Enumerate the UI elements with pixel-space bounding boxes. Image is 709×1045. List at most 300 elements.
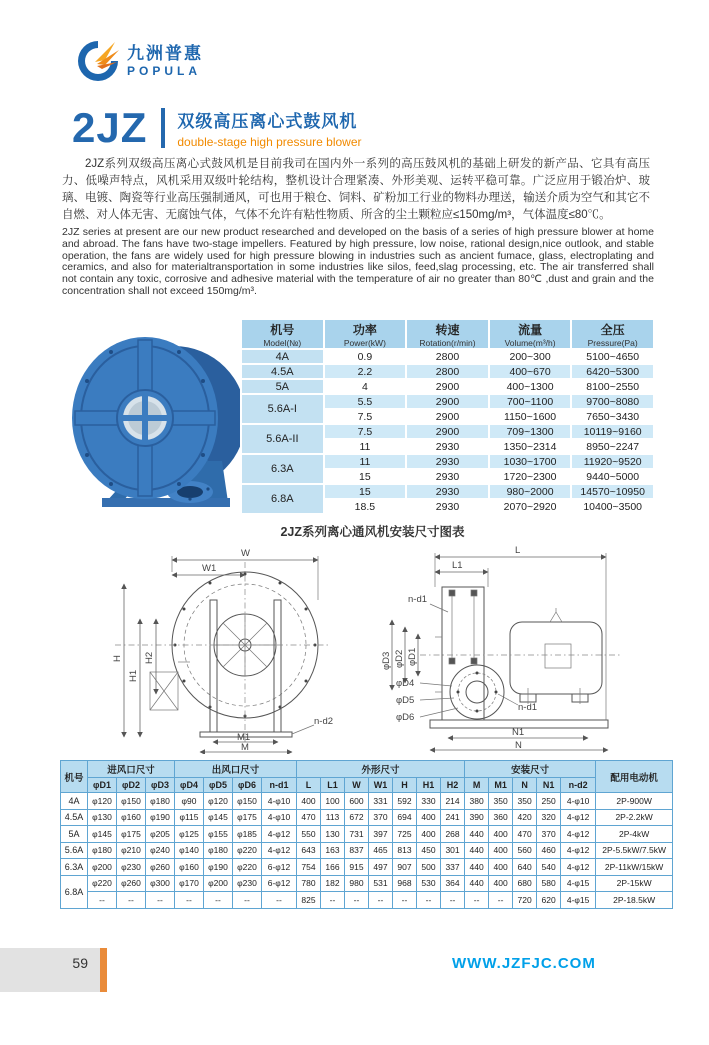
spec-value-cell: 2930: [406, 469, 489, 484]
logo-name-cn: 九洲普惠: [127, 44, 203, 63]
intro-paragraph-en: 2JZ series at present are our new product researched and developed on the basis of a series of high pressure blower at home and abroad. The fans have two-stage impellers. Featured by high pressure, low noise, rational design,nice outlook, and stable operation, the fans are widely used for high pressure blowing in industries such as ancient fumace, glass, electroplating and ceramics, and also for materialtransportation in some industries like silos, feed,slag processing, etc. The air transferred shall not contain any toxic, corrosive and adhesive material with the temperature of air no greater than 80℃ ,dust and grain and the concentration shall not exceed 150mg/m³.: [62, 226, 654, 297]
spec-value-cell: 7650~3430: [571, 409, 654, 424]
dim-value-cell: 4-φ12: [262, 842, 297, 859]
spec-value-cell: 2930: [406, 484, 489, 499]
dim-value-cell: 813: [393, 842, 417, 859]
spec-value-cell: 6420~5300: [571, 364, 654, 379]
dim-value-cell: 4-φ15: [561, 892, 596, 909]
dim-sub-header: W1: [369, 778, 393, 793]
dim-sub-header: N1: [537, 778, 561, 793]
dim-value-cell: 241: [441, 809, 465, 826]
spec-value-cell: 8950~2247: [571, 439, 654, 454]
spec-model-cell: 6.3A: [241, 454, 324, 484]
spec-value-cell: 1150~1600: [489, 409, 572, 424]
spec-value-cell: 10400~3500: [571, 499, 654, 514]
dim-label-w: W: [241, 548, 250, 559]
dim-value-cell: 825: [297, 892, 321, 909]
dim-value-cell: 331: [369, 793, 393, 810]
diagram-caption: 2JZ系列离心通风机安装尺寸图表: [280, 525, 465, 539]
dim-value-cell: φ115: [175, 809, 204, 826]
dim-value-cell: φ170: [175, 875, 204, 892]
spec-value-cell: 1720~2300: [489, 469, 572, 484]
spec-value-cell: 9700~8080: [571, 394, 654, 409]
spec-column-header: [571, 319, 654, 349]
blower-product-image: [52, 326, 244, 522]
dim-motor-cell: 2P-15kW: [596, 875, 673, 892]
dim-value-cell: φ180: [88, 842, 117, 859]
spec-model-cell: 6.8A: [241, 484, 324, 514]
dim-group-header: 出风口尺寸: [175, 761, 297, 778]
dim-sub-header: H2: [441, 778, 465, 793]
dim-value-cell: 163: [321, 842, 345, 859]
dim-value-cell: 440: [465, 842, 489, 859]
dim-value-cell: 400: [489, 875, 513, 892]
dim-value-cell: φ120: [204, 793, 233, 810]
dim-value-cell: 400: [297, 793, 321, 810]
dim-group-header: 安装尺寸: [465, 761, 596, 778]
dim-table-row: [61, 809, 673, 826]
dim-value-cell: 364: [441, 875, 465, 892]
spec-table-row: [241, 484, 654, 499]
dim-value-cell: 470: [513, 826, 537, 843]
dim-value-cell: φ130: [88, 809, 117, 826]
dim-value-cell: 470: [297, 809, 321, 826]
dim-sub-header: L: [297, 778, 321, 793]
dim-value-cell: 4-φ12: [561, 809, 596, 826]
dim-value-cell: 4-φ12: [561, 859, 596, 876]
dim-value-cell: φ90: [175, 793, 204, 810]
dim-value-cell: 4-φ10: [561, 793, 596, 810]
dim-value-cell: 540: [537, 859, 561, 876]
dim-value-cell: φ210: [117, 842, 146, 859]
dim-value-cell: --: [441, 892, 465, 909]
dim-value-cell: 350: [489, 793, 513, 810]
dim-value-cell: 497: [369, 859, 393, 876]
dim-value-cell: φ150: [233, 793, 262, 810]
dim-value-cell: 182: [321, 875, 345, 892]
dim-value-cell: φ300: [146, 875, 175, 892]
dim-value-cell: φ220: [88, 875, 117, 892]
dim-model-cell: 4.5A: [61, 809, 88, 826]
dim-value-cell: 620: [537, 892, 561, 909]
dim-value-cell: 600: [345, 793, 369, 810]
spec-value-cell: 400~670: [489, 364, 572, 379]
spec-value-cell: 2930: [406, 454, 489, 469]
dim-value-cell: φ205: [146, 826, 175, 843]
dim-table-body: [61, 793, 673, 909]
dim-value-cell: 400: [489, 842, 513, 859]
spec-value-cell: 2930: [406, 439, 489, 454]
dim-value-cell: 460: [537, 842, 561, 859]
spec-column-header-en: Pressure(Pa): [587, 337, 638, 348]
spec-column-header-en: Model(№): [263, 337, 302, 348]
dim-motor-cell: 2P-900W: [596, 793, 673, 810]
dim-model-cell: 5A: [61, 826, 88, 843]
dim-value-cell: 380: [465, 793, 489, 810]
installation-diagram: [90, 542, 655, 754]
dim-value-cell: 531: [369, 875, 393, 892]
dim-value-cell: φ220: [233, 842, 262, 859]
dim-label-w1: W1: [202, 563, 217, 574]
dim-value-cell: 530: [417, 875, 441, 892]
product-title-block: [72, 104, 362, 152]
spec-value-cell: 0.9: [324, 349, 407, 364]
spec-value-cell: 14570~10950: [571, 484, 654, 499]
dim-value-cell: φ180: [146, 793, 175, 810]
dim-sub-header-row: [61, 778, 673, 793]
dim-value-cell: 780: [297, 875, 321, 892]
dim-value-cell: 694: [393, 809, 417, 826]
spec-value-cell: 8100~2550: [571, 379, 654, 394]
dim-value-cell: φ180: [204, 842, 233, 859]
dim-value-cell: --: [417, 892, 441, 909]
dim-value-cell: φ260: [117, 875, 146, 892]
spec-table-row: [241, 379, 654, 394]
spec-value-cell: 2900: [406, 394, 489, 409]
spec-model-cell: 4A: [241, 349, 324, 364]
dim-value-cell: 754: [297, 859, 321, 876]
dim-value-cell: --: [262, 892, 297, 909]
logo-name-en: POPULA: [127, 64, 202, 78]
dim-value-cell: 465: [369, 842, 393, 859]
dim-value-cell: --: [465, 892, 489, 909]
dim-value-cell: 500: [417, 859, 441, 876]
dim-value-cell: 980: [345, 875, 369, 892]
spec-value-cell: 10119~9160: [571, 424, 654, 439]
dim-value-cell: 680: [513, 875, 537, 892]
dim-value-cell: 166: [321, 859, 345, 876]
dim-value-cell: --: [369, 892, 393, 909]
dim-value-cell: φ190: [204, 859, 233, 876]
spec-table-body: [241, 349, 654, 514]
dim-label-nd1-bottom: n-d1: [518, 702, 538, 713]
dim-value-cell: --: [393, 892, 417, 909]
dim-sub-header: φD3: [146, 778, 175, 793]
dim-sub-header: M: [465, 778, 489, 793]
spec-column-header-en: Volume(m³/h): [504, 337, 556, 348]
dim-value-cell: --: [345, 892, 369, 909]
dim-value-cell: 113: [321, 809, 345, 826]
product-title-en: double-stage high pressure blower: [177, 135, 362, 149]
dim-group-header: 外形尺寸: [297, 761, 465, 778]
dim-value-cell: 640: [513, 859, 537, 876]
spec-table-row: [241, 454, 654, 469]
dim-value-cell: φ230: [117, 859, 146, 876]
dim-value-cell: 440: [465, 875, 489, 892]
dim-value-cell: φ145: [204, 809, 233, 826]
dim-value-cell: --: [117, 892, 146, 909]
dim-model-header: 机号: [61, 761, 88, 793]
dim-sub-header: W: [345, 778, 369, 793]
dim-value-cell: 268: [441, 826, 465, 843]
side-view: [381, 545, 620, 751]
dim-value-cell: 400: [417, 826, 441, 843]
dim-label-l1: L1: [452, 560, 463, 571]
dim-label-d2: φD2: [394, 649, 405, 668]
dim-value-cell: 6-φ12: [262, 859, 297, 876]
dim-sub-header: N: [513, 778, 537, 793]
dim-label-d4: φD4: [396, 678, 415, 689]
spec-value-cell: 2930: [406, 499, 489, 514]
spec-value-cell: 1350~2314: [489, 439, 572, 454]
dim-value-cell: φ175: [233, 809, 262, 826]
dim-table-row: [61, 826, 673, 843]
dim-value-cell: --: [146, 892, 175, 909]
spec-value-cell: 11: [324, 439, 407, 454]
dim-value-cell: φ145: [88, 826, 117, 843]
company-logo: [75, 38, 203, 84]
dim-table-row: [61, 859, 673, 876]
spec-value-cell: 5.5: [324, 394, 407, 409]
dim-value-cell: 397: [369, 826, 393, 843]
spec-value-cell: 4: [324, 379, 407, 394]
dim-value-cell: φ175: [117, 826, 146, 843]
dim-value-cell: 390: [465, 809, 489, 826]
dim-motor-cell: 2P-11kW/15kW: [596, 859, 673, 876]
dim-value-cell: φ220: [233, 859, 262, 876]
dim-sub-header: φD2: [117, 778, 146, 793]
dim-value-cell: 550: [297, 826, 321, 843]
dim-value-cell: 250: [537, 793, 561, 810]
dim-value-cell: φ125: [175, 826, 204, 843]
dim-value-cell: φ160: [175, 859, 204, 876]
dim-value-cell: 400: [489, 826, 513, 843]
spec-model-cell: 4.5A: [241, 364, 324, 379]
dim-value-cell: 320: [537, 809, 561, 826]
dim-value-cell: φ160: [117, 809, 146, 826]
dim-table-row: [61, 842, 673, 859]
spec-table-row: [241, 394, 654, 409]
dim-value-cell: --: [489, 892, 513, 909]
dim-sub-header: φD1: [88, 778, 117, 793]
spec-table-head: [241, 319, 654, 349]
dim-label-n: N: [515, 740, 522, 751]
spec-value-cell: 2900: [406, 409, 489, 424]
dim-value-cell: 907: [393, 859, 417, 876]
dim-motor-cell: 2P-18.5kW: [596, 892, 673, 909]
dim-value-cell: 720: [513, 892, 537, 909]
dim-sub-header: M1: [489, 778, 513, 793]
spec-value-cell: 200~300: [489, 349, 572, 364]
spec-column-header-cn: 转速: [435, 322, 460, 337]
dim-label-n1: N1: [512, 727, 525, 738]
dim-model-cell: 5.6A: [61, 842, 88, 859]
spec-model-cell: 5A: [241, 379, 324, 394]
dim-value-cell: 968: [393, 875, 417, 892]
dim-model-cell: 6.8A: [61, 875, 88, 908]
dim-label-d5: φD5: [396, 695, 415, 706]
dim-value-cell: 214: [441, 793, 465, 810]
dim-sub-header: φD6: [233, 778, 262, 793]
dim-sub-header: φD4: [175, 778, 204, 793]
spec-value-cell: 2800: [406, 349, 489, 364]
spec-value-cell: 2.2: [324, 364, 407, 379]
dim-sub-header: L1: [321, 778, 345, 793]
spec-column-header-en: Rotation(r/min): [419, 337, 476, 348]
dim-sub-header: φD5: [204, 778, 233, 793]
dim-value-cell: φ260: [146, 859, 175, 876]
dim-value-cell: 672: [345, 809, 369, 826]
spec-table-row: [241, 364, 654, 379]
dim-value-cell: φ140: [175, 842, 204, 859]
spec-value-cell: 2900: [406, 379, 489, 394]
dim-value-cell: 450: [417, 842, 441, 859]
dim-sub-header: H1: [417, 778, 441, 793]
spec-value-cell: 2900: [406, 424, 489, 439]
dim-table-row: [61, 793, 673, 810]
product-title-cn: 双级高压离心式鼓风机: [177, 112, 358, 131]
dim-model-cell: 4A: [61, 793, 88, 810]
dim-model-cell: 6.3A: [61, 859, 88, 876]
spec-value-cell: 700~1100: [489, 394, 572, 409]
dim-value-cell: 560: [513, 842, 537, 859]
spec-value-cell: 18.5: [324, 499, 407, 514]
dim-label-h: H: [112, 655, 123, 662]
dim-label-m: M: [241, 742, 249, 753]
spec-column-header: [406, 319, 489, 349]
dim-value-cell: --: [204, 892, 233, 909]
dim-value-cell: 301: [441, 842, 465, 859]
dim-motor-cell: 2P-2.2kW: [596, 809, 673, 826]
dim-label-d1: φD1: [407, 647, 418, 666]
spec-value-cell: 9440~5000: [571, 469, 654, 484]
dim-value-cell: 360: [489, 809, 513, 826]
page-number-box: [0, 948, 100, 992]
dim-value-cell: 4-φ12: [561, 842, 596, 859]
dim-value-cell: 100: [321, 793, 345, 810]
spec-value-cell: 15: [324, 469, 407, 484]
dim-value-cell: --: [233, 892, 262, 909]
dim-value-cell: 330: [417, 793, 441, 810]
dim-value-cell: 6-φ12: [262, 875, 297, 892]
dim-table-head: [61, 761, 673, 793]
spec-value-cell: 11920~9520: [571, 454, 654, 469]
spec-value-cell: 7.5: [324, 409, 407, 424]
dim-group-header: 进风口尺寸: [88, 761, 175, 778]
spec-column-header: [489, 319, 572, 349]
page-number: 59: [72, 955, 88, 971]
dim-sub-header: n-d1: [262, 778, 297, 793]
dim-label-d3: φD3: [381, 651, 392, 670]
spec-column-header-cn: 流量: [518, 322, 543, 337]
dim-motor-header: 配用电动机: [596, 761, 673, 793]
spec-value-cell: 15: [324, 484, 407, 499]
dim-label-m1: M1: [237, 732, 251, 743]
spec-value-cell: 11: [324, 454, 407, 469]
dim-value-cell: φ155: [204, 826, 233, 843]
dimension-table: [60, 760, 673, 909]
dim-value-cell: φ230: [233, 875, 262, 892]
dim-motor-cell: 2P-4kW: [596, 826, 673, 843]
dim-value-cell: 440: [465, 859, 489, 876]
popula-logo-icon: [75, 38, 121, 84]
spec-column-header-cn: 全压: [600, 322, 625, 337]
front-view: [112, 548, 333, 753]
dim-value-cell: --: [175, 892, 204, 909]
spec-model-cell: 5.6A-II: [241, 424, 324, 454]
spec-table-row: [241, 349, 654, 364]
dim-value-cell: 420: [513, 809, 537, 826]
dim-value-cell: 370: [369, 809, 393, 826]
dim-value-cell: φ120: [88, 793, 117, 810]
dim-value-cell: --: [321, 892, 345, 909]
spec-value-cell: 1030~1700: [489, 454, 572, 469]
spec-column-header: [324, 319, 407, 349]
dim-value-cell: φ200: [88, 859, 117, 876]
spec-value-cell: 2800: [406, 364, 489, 379]
dim-value-cell: 400: [489, 859, 513, 876]
dim-value-cell: 725: [393, 826, 417, 843]
dim-value-cell: --: [88, 892, 117, 909]
dim-table-row: [61, 892, 673, 909]
dim-value-cell: 4-φ10: [262, 793, 297, 810]
spec-value-cell: 400~1300: [489, 379, 572, 394]
dim-value-cell: 580: [537, 875, 561, 892]
spec-column-header-en: Power(kW): [343, 337, 386, 348]
dim-value-cell: 4-φ12: [561, 826, 596, 843]
spec-column-header-cn: 功率: [352, 322, 377, 337]
spec-value-cell: 5100~4650: [571, 349, 654, 364]
dim-value-cell: 370: [537, 826, 561, 843]
dim-value-cell: φ200: [204, 875, 233, 892]
dim-value-cell: 350: [513, 793, 537, 810]
dim-value-cell: φ240: [146, 842, 175, 859]
dim-sub-header: H: [393, 778, 417, 793]
footer-accent-bar: [100, 948, 107, 992]
product-model-code: 2JZ: [72, 104, 148, 151]
dim-sub-header: n-d2: [561, 778, 596, 793]
dim-value-cell: 4-φ12: [262, 826, 297, 843]
dim-value-cell: 643: [297, 842, 321, 859]
dim-value-cell: 4-φ15: [561, 875, 596, 892]
spec-value-cell: 7.5: [324, 424, 407, 439]
dim-value-cell: 915: [345, 859, 369, 876]
dim-value-cell: 592: [393, 793, 417, 810]
dim-table-row: [61, 875, 673, 892]
spec-column-header-cn: 机号: [270, 322, 295, 337]
dim-value-cell: 440: [465, 826, 489, 843]
spec-header-row: [241, 319, 654, 349]
dim-value-cell: φ190: [146, 809, 175, 826]
dim-value-cell: φ185: [233, 826, 262, 843]
dim-value-cell: 130: [321, 826, 345, 843]
dim-value-cell: 731: [345, 826, 369, 843]
dim-label-h2: H2: [144, 651, 155, 664]
spec-model-cell: 5.6A-I: [241, 394, 324, 424]
dim-label-h1: H1: [128, 669, 139, 682]
dim-group-header-row: [61, 761, 673, 778]
dim-value-cell: φ150: [117, 793, 146, 810]
dim-value-cell: 400: [417, 809, 441, 826]
website-url: WWW.JZFJC.COM: [452, 955, 596, 972]
dim-label-d6: φD6: [396, 712, 415, 723]
spec-column-header: [241, 319, 324, 349]
dim-value-cell: 837: [345, 842, 369, 859]
dim-label-l: L: [515, 545, 521, 556]
spec-value-cell: 709~1300: [489, 424, 572, 439]
dim-motor-cell: 2P-5.5kW/7.5kW: [596, 842, 673, 859]
spec-value-cell: 2070~2920: [489, 499, 572, 514]
dim-value-cell: 4-φ10: [262, 809, 297, 826]
dim-value-cell: 337: [441, 859, 465, 876]
dim-label-nd2: n-d2: [314, 716, 334, 727]
spec-table: [240, 318, 655, 515]
intro-paragraph-cn: 2JZ系列双级高压离心式鼓风机是目前我司在国内外一系列的高压鼓风机的基础上研发的新产品、它具有高压力、低噪声特点，风机采用双级叶轮结构，整机设计合理紧凑、外形美观、运转平稳可靠。广泛应用于锻冶炉、玻璃、电镀、陶瓷等行业高压强制通风，可也用于粮仓、饲料、矿粉加工行业的物料办理送，输送介质为空气和其它不自燃、对人体无害、无腐蚀气体，气体不允许有粘性物质、所含的尘土颗粒应≤150mg/m³，气体温度≤80℃。: [62, 158, 650, 221]
dim-label-nd1-top: n-d1: [408, 594, 428, 605]
spec-value-cell: 980~2000: [489, 484, 572, 499]
title-divider: [161, 108, 165, 148]
spec-table-row: [241, 424, 654, 439]
